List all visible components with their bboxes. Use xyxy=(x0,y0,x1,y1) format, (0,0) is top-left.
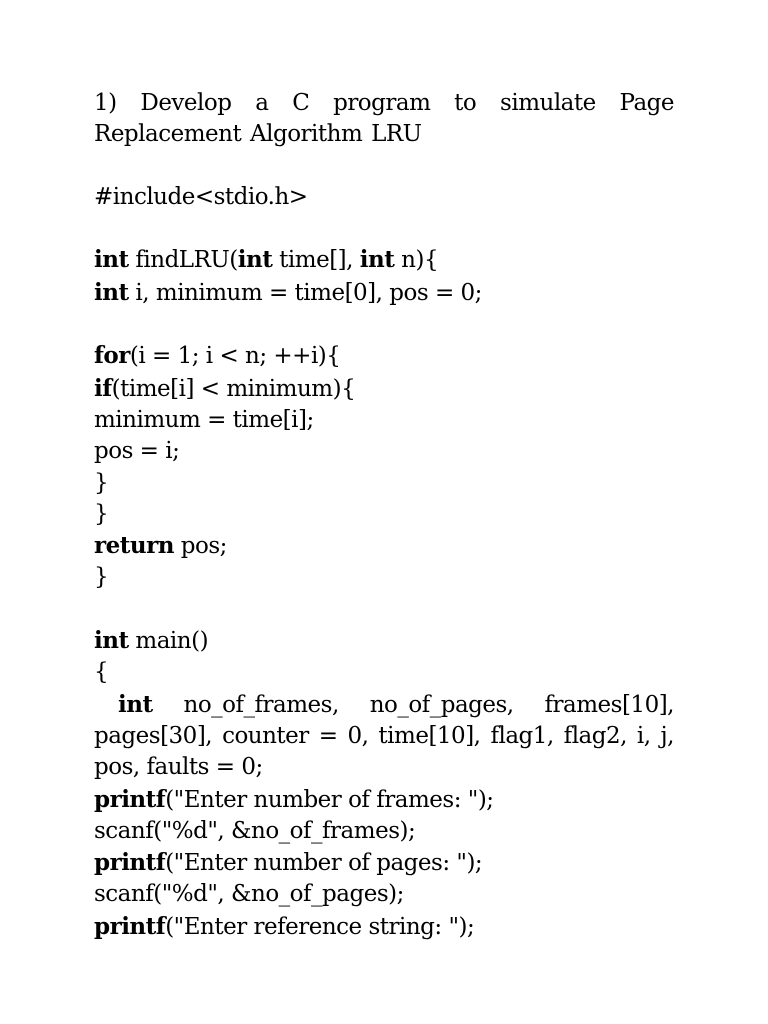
close-brace-line: } xyxy=(94,564,109,591)
printf-pages-line xyxy=(94,847,674,879)
code-text: time[], xyxy=(272,247,360,274)
open-brace-line: { xyxy=(94,659,109,686)
printf-reference-line xyxy=(94,911,674,943)
keyword-int: int xyxy=(94,627,129,655)
keyword-if: if xyxy=(94,374,112,402)
include-line: #include<stdio.h> xyxy=(94,183,308,210)
code-text: ("Enter number of pages: "); xyxy=(165,850,483,877)
keyword-for: for xyxy=(94,342,130,370)
code-text: n){ xyxy=(394,247,439,274)
keyword-int: int xyxy=(237,246,273,274)
keyword-int: int xyxy=(94,246,129,274)
printf-frames-line xyxy=(94,784,674,816)
question-heading: 1) Develop a C program to simulate Page Replacement Algorithm LRU xyxy=(94,90,674,148)
spacer xyxy=(94,213,674,244)
return-line xyxy=(94,530,674,562)
main-signature-line xyxy=(94,625,674,657)
keyword-int: int xyxy=(94,278,129,306)
close-brace-line: } xyxy=(94,500,109,527)
close-brace-line: } xyxy=(94,469,109,496)
main-decl-paragraph xyxy=(94,689,674,784)
code-text: no_of_frames, no_of_pages, frames[10], pages[30], counter = 0, time[10], flag1, flag2, i, j, pos, faults = 0; xyxy=(94,691,674,781)
code-text: pos; xyxy=(173,533,227,560)
keyword-printf: printf xyxy=(94,785,166,813)
keyword-printf: printf xyxy=(94,849,166,877)
keyword-int: int xyxy=(359,246,395,274)
assign-minimum-line: minimum = time[i]; xyxy=(94,406,314,433)
if-line xyxy=(94,373,674,405)
spacer xyxy=(94,151,674,182)
code-text: findLRU( xyxy=(128,247,238,274)
assign-pos-line: pos = i; xyxy=(94,438,180,465)
scanf-pages-line: scanf("%d", &no_of_pages); xyxy=(94,881,404,908)
code-text: i, minimum = time[0], pos = 0; xyxy=(128,279,482,306)
code-text: ("Enter reference string: "); xyxy=(165,913,475,940)
findlru-decl-line xyxy=(94,277,674,309)
keyword-int: int xyxy=(118,690,153,718)
document-page xyxy=(94,88,674,943)
keyword-printf: printf xyxy=(94,912,166,940)
spacer xyxy=(94,309,674,340)
scanf-frames-line: scanf("%d", &no_of_frames); xyxy=(94,817,416,844)
code-text: (i = 1; i < n; ++i){ xyxy=(129,343,341,370)
keyword-return: return xyxy=(94,532,174,560)
for-line xyxy=(94,340,674,372)
code-text: (time[i] < minimum){ xyxy=(111,375,356,402)
spacer xyxy=(94,594,674,625)
code-text: main() xyxy=(128,628,209,655)
code-text: ("Enter number of frames: "); xyxy=(165,786,494,813)
findlru-signature-line xyxy=(94,244,674,276)
